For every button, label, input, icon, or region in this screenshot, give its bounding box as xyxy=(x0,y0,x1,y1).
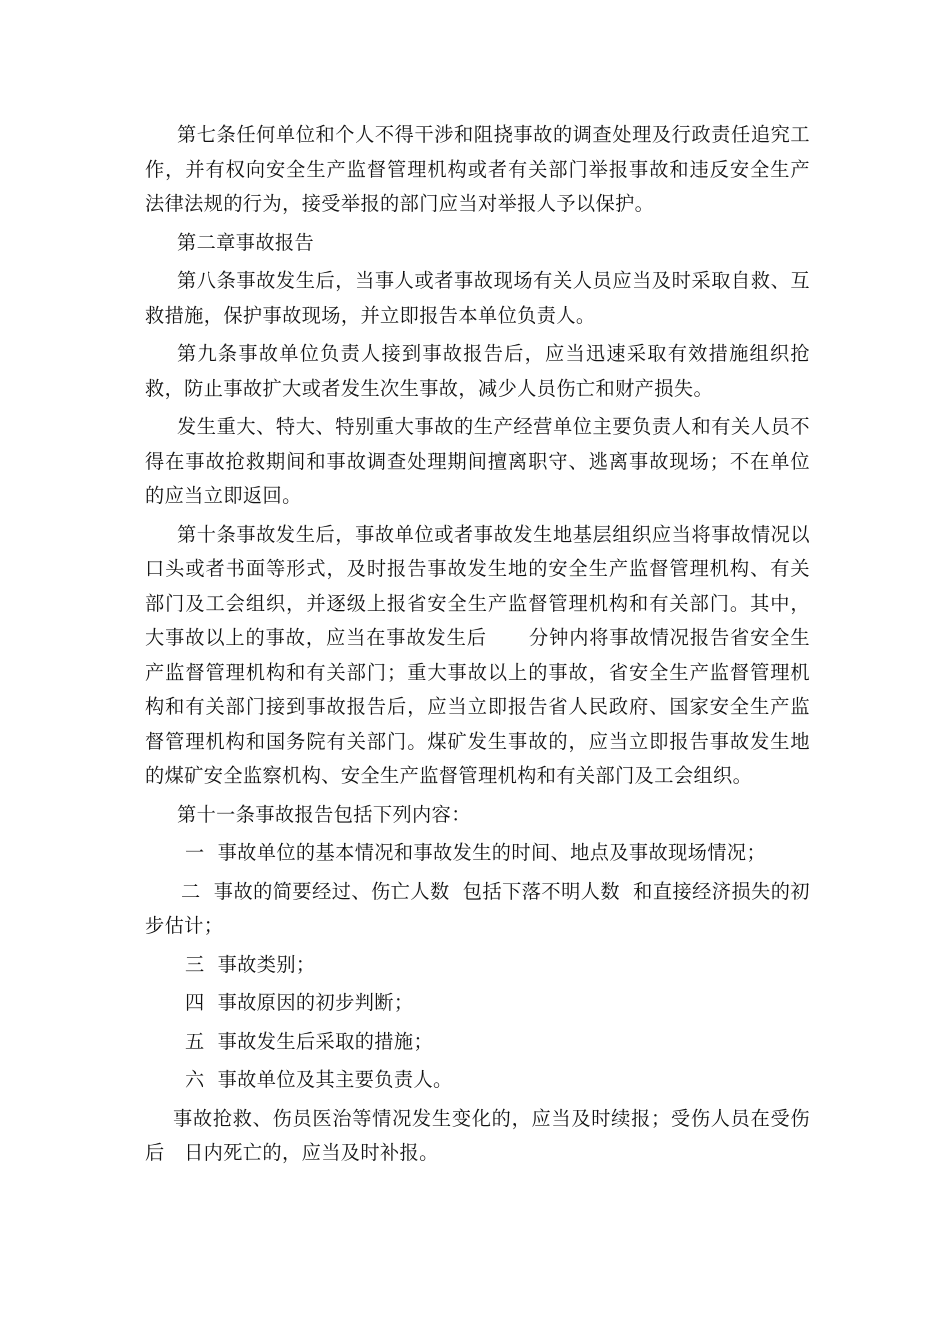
follow-up-report-paragraph: 事故抢救、伤员医治等情况发生变化的，应当及时续报；受伤人员在受伤后 日内死亡的，应当及时补报。 xyxy=(145,1106,810,1164)
list-item-1: 一 事故单位的基本情况和事故发生的时间、地点及事故现场情况； xyxy=(185,841,767,864)
list-item-5: 五 事故发生后采取的措施； xyxy=(185,1029,434,1053)
article-11-paragraph: 第十一条事故报告包括下列内容： xyxy=(177,802,471,826)
list-item-6: 六 事故单位及其主要负责人。 xyxy=(185,1068,453,1091)
list-item-2: 二 事故的简要经过、伤亡人数 包括下落不明人数 和直接经济损失的初步估计； xyxy=(145,879,810,937)
article-7-paragraph: 第七条任何单位和个人不得干涉和阻挠事故的调查处理及行政责任追究工作，并有权向安全生产监督管理机构或者有关部门举报事故和违反安全生产法律法规的行为，接受举报的部门应当对举报人予以保护。 xyxy=(145,123,810,215)
article-9-sub-paragraph: 发生重大、特大、特别重大事故的生产经营单位主要负责人和有关人员不得在事故抢救期间和事故调查处理期间擅离职守、逃离事故现场；不在单位的应当立即返回。 xyxy=(145,415,810,507)
article-9-paragraph: 第九条事故单位负责人接到事故报告后，应当迅速采取有效措施组织抢救，防止事故扩大或者发生次生事故，减少人员伤亡和财产损失。 xyxy=(145,342,810,400)
list-item-3: 三 事故类别； xyxy=(185,952,316,976)
chapter-2-heading: 第二章事故报告 xyxy=(177,230,315,254)
document-body xyxy=(145,118,810,1175)
article-10-paragraph: 第十条事故发生后，事故单位或者事故发生地基层组织应当将事故情况以口头或者书面等形式，及时报告事故发生地的安全生产监督管理机构、有关部门及工会组织，并逐级上报省安全生产监督管理机构和有关部门。其中，大事故以上的事故，应当在事故发生后 分钟内将事故情况报告省安全生产监督管理机构和有关部门；重大事故以上的事故，省安全生产监督管理机构和有关部门接到事故报告后，应当立即报告省人民政府、国家安全生产监督管理机构和国务院有关部门。煤矿发生事故的，应当立即报告事故发生地的煤矿安全监察机构、安全生产监督管理机构和有关部门及工会组织。 xyxy=(145,522,810,787)
article-8-paragraph: 第八条事故发生后，当事人或者事故现场有关人员应当及时采取自救、互救措施，保护事故现场，并立即报告本单位负责人。 xyxy=(145,269,810,327)
list-item-4: 四 事故原因的初步判断； xyxy=(185,991,414,1014)
